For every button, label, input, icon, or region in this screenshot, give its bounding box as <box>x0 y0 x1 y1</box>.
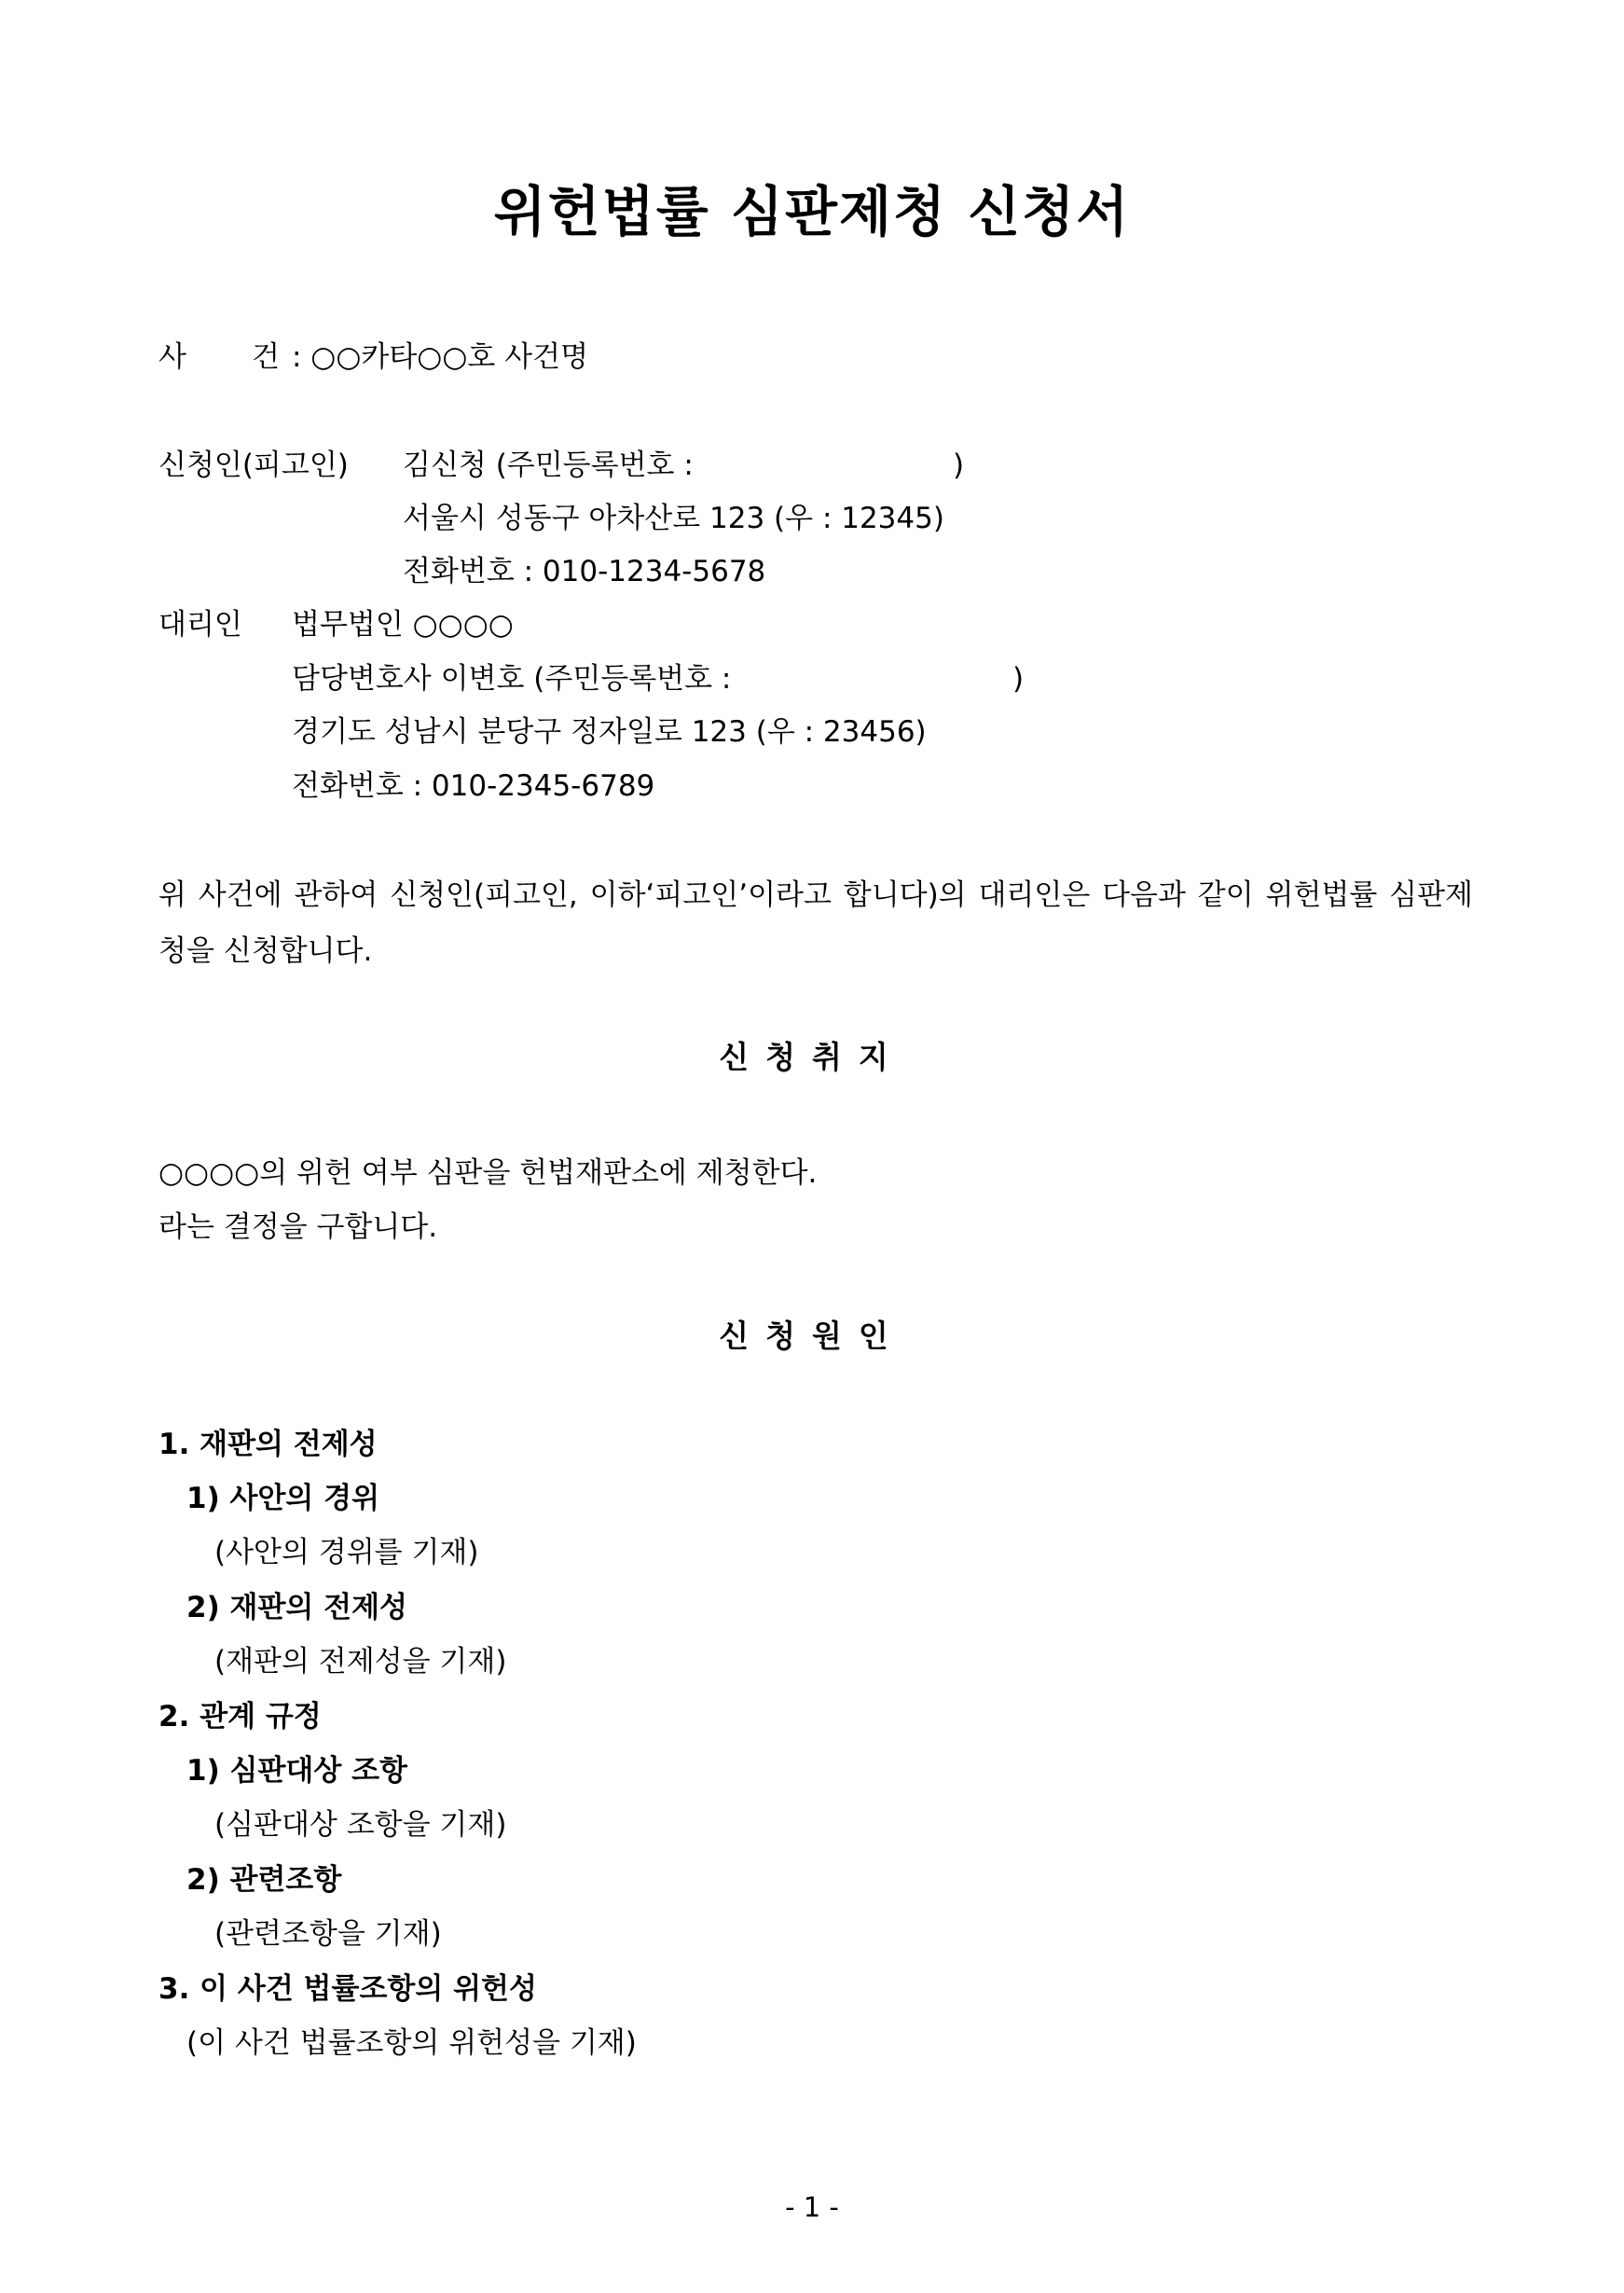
applicant-label: 신청인(피고인) <box>158 449 349 482</box>
applicant-address: 서울시 성동구 아차산로 123 (우 : 12345) <box>403 502 944 535</box>
applicant-id-close: ) <box>953 449 965 482</box>
case-label-a: 사 <box>158 340 186 374</box>
section-3-heading: 3. 이 사건 법률조항의 위헌성 <box>158 1972 537 2006</box>
page-number: - 1 - <box>785 2191 839 2223</box>
section-1-1-heading: 1) 사안의 경위 <box>186 1482 380 1515</box>
section-2-2-body: (관련조항을 기재) <box>214 1917 442 1951</box>
applicant-name: 김신청 (주민등록번호 : <box>403 449 694 482</box>
purpose-line-1: ○○○○의 위헌 여부 심판을 헌법재판소에 제청한다. <box>158 1156 818 1190</box>
section-3-body: (이 사건 법률조항의 위헌성을 기재) <box>186 2026 637 2060</box>
purpose-heading: 신청취지 <box>719 1039 905 1075</box>
intro-paragraph: 위 사건에 관하여 신청인(피고인, 이하‘피고인’이라고 합니다)의 대리인은 다음과 같이 위헌법률 심판제청을 신청합니다. <box>158 878 1473 968</box>
document-title: 위헌법률 심판제청 신청서 <box>493 180 1131 243</box>
section-1-2-body: (재판의 전제성을 기재) <box>214 1645 507 1678</box>
section-1-heading: 1. 재판의 전제성 <box>158 1428 378 1461</box>
case-value: : ○○카타○○호 사건명 <box>292 340 589 374</box>
agent-id-close: ) <box>1012 662 1025 696</box>
section-2-1-body: (심판대상 조항을 기재) <box>214 1808 507 1842</box>
agent-phone: 전화번호 : 010-2345-6789 <box>292 769 655 803</box>
case-label-b: 건 <box>252 340 280 374</box>
cause-heading: 신청원인 <box>719 1318 905 1354</box>
section-1-2-heading: 2) 재판의 전제성 <box>186 1591 407 1624</box>
section-2-1-heading: 1) 심판대상 조항 <box>186 1754 407 1788</box>
agent-firm: 법무법인 ○○○○ <box>292 608 514 642</box>
agent-address: 경기도 성남시 분당구 정자일로 123 (우 : 23456) <box>292 715 927 749</box>
purpose-line-2: 라는 결정을 구합니다. <box>158 1210 438 1244</box>
agent-lawyer: 담당변호사 이변호 (주민등록번호 : <box>292 662 732 696</box>
applicant-phone: 전화번호 : 010-1234-5678 <box>403 555 766 588</box>
agent-label: 대리인 <box>158 608 242 642</box>
section-1-1-body: (사안의 경위를 기재) <box>214 1536 479 1569</box>
section-2-heading: 2. 관계 규정 <box>158 1700 322 1734</box>
section-2-2-heading: 2) 관련조항 <box>186 1863 342 1897</box>
